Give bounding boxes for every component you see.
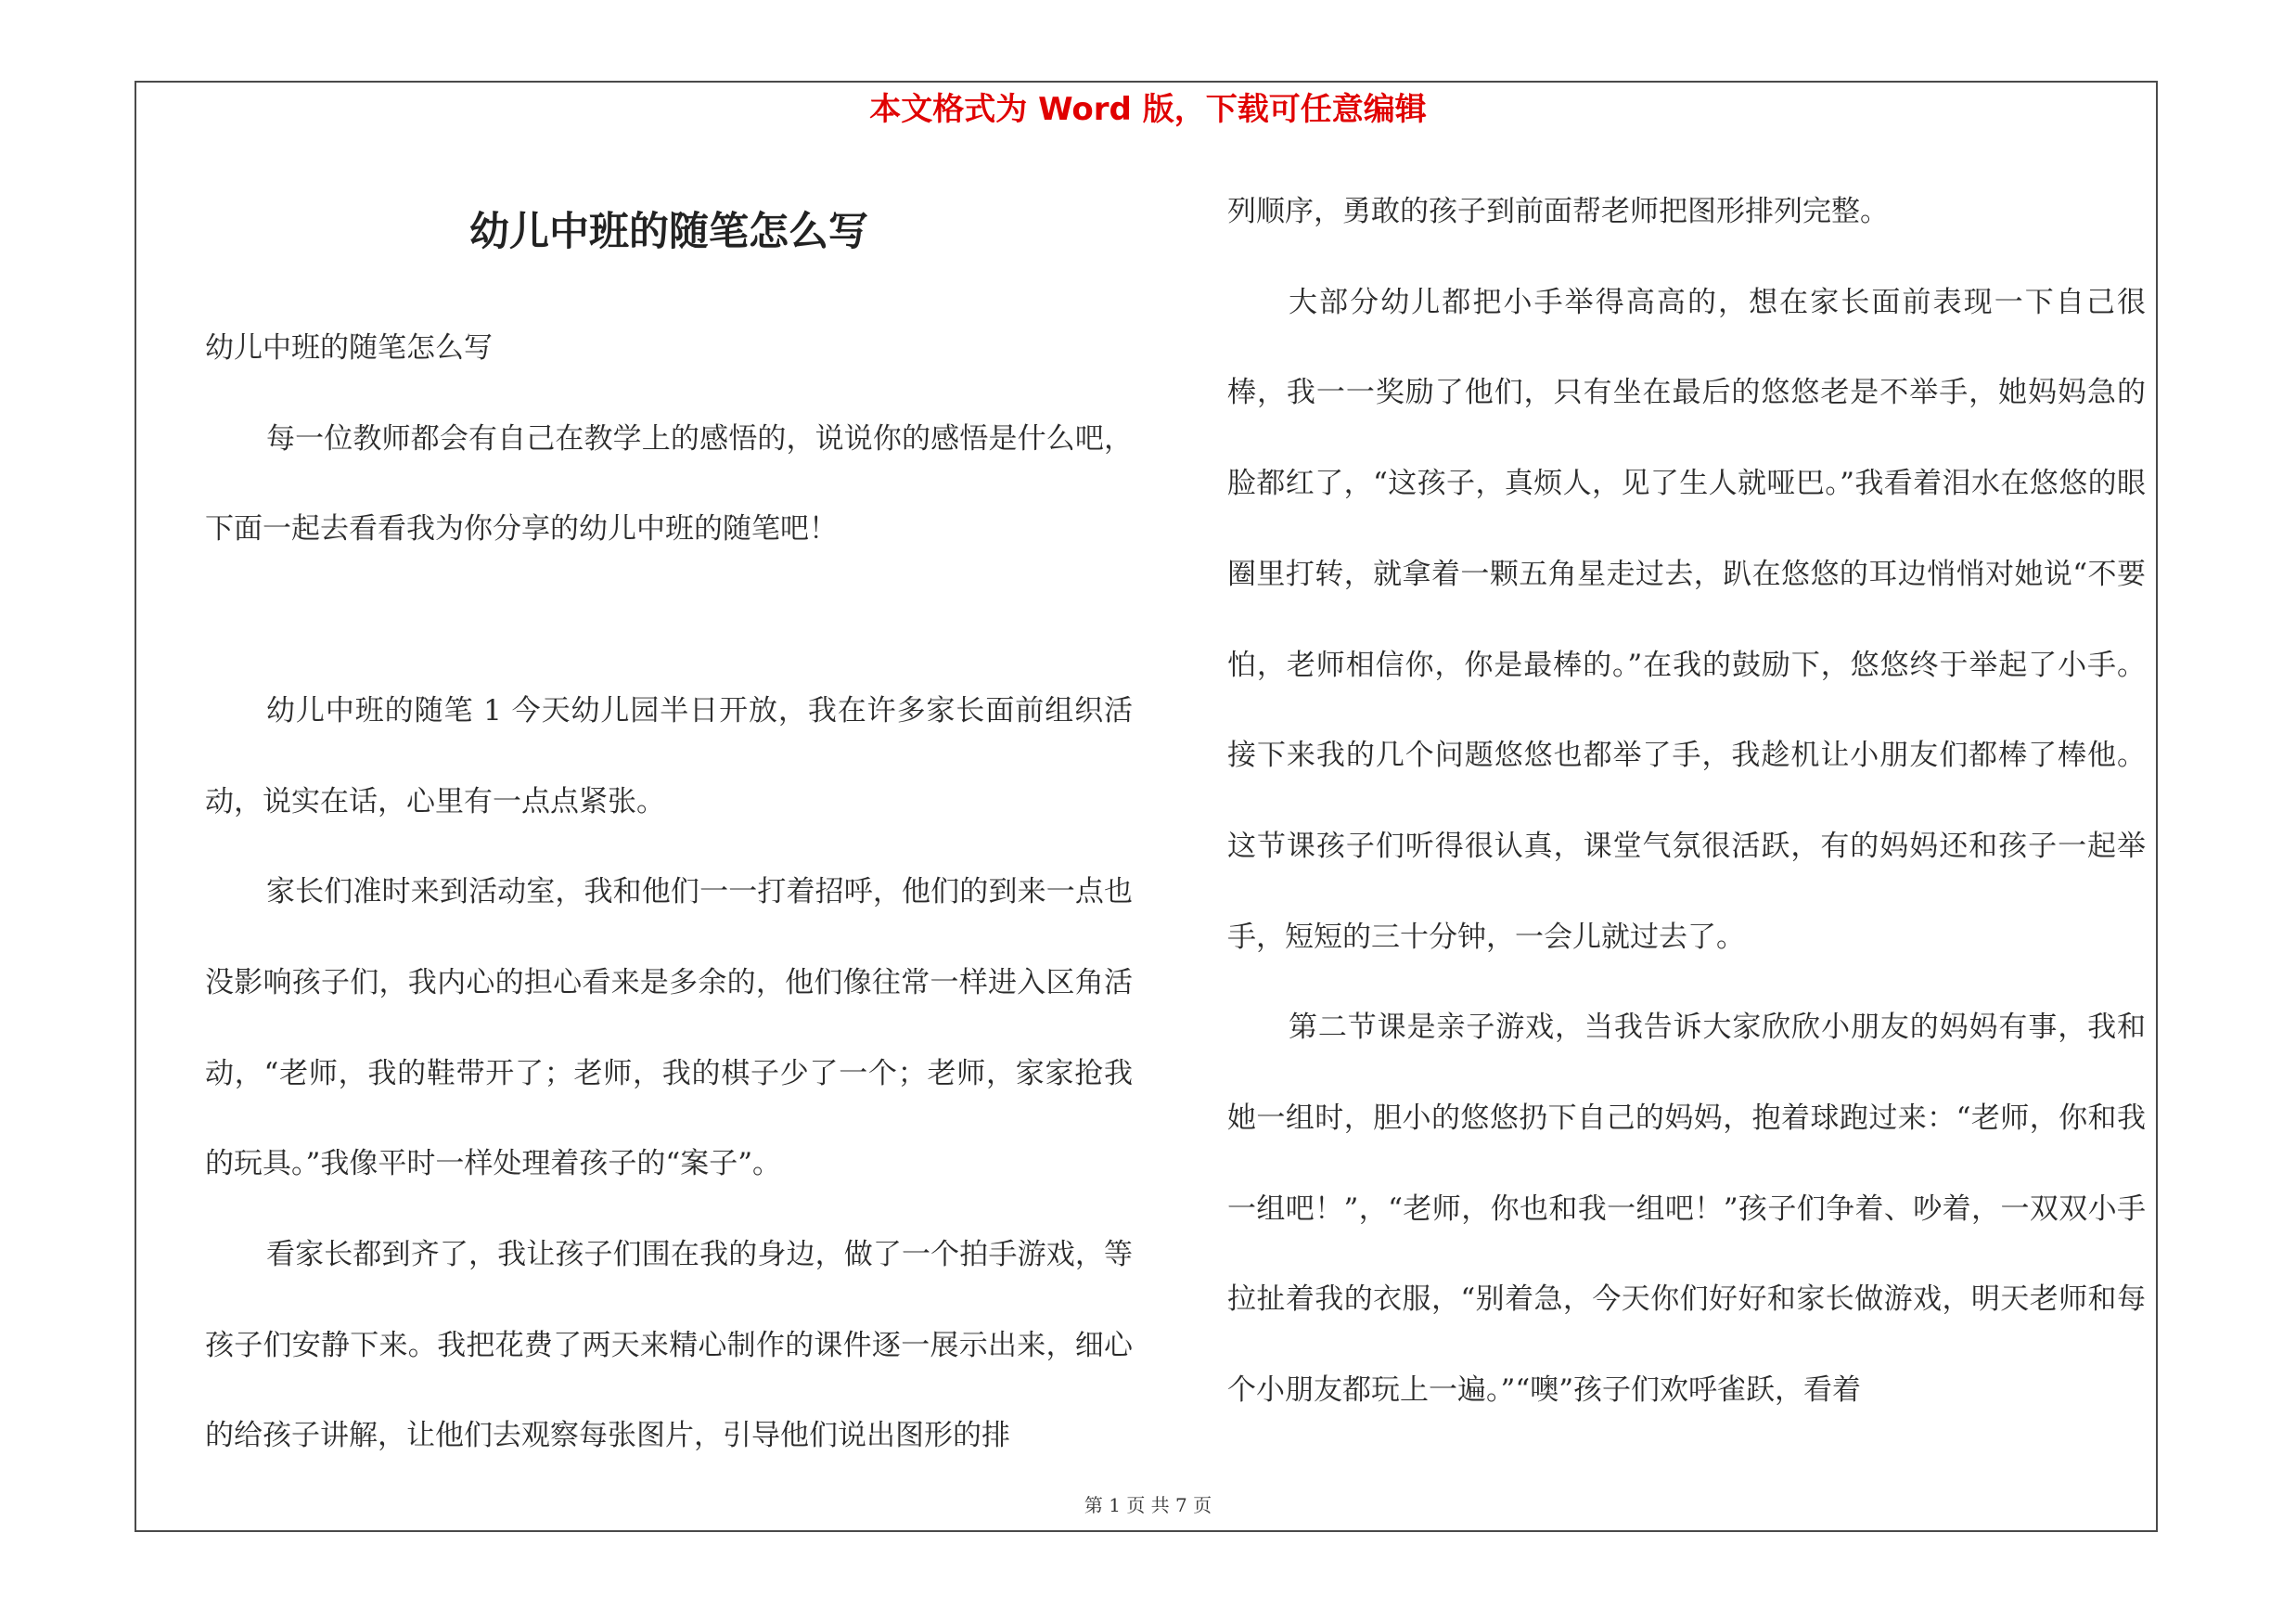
- subtitle: 幼儿中班的随笔怎么写: [205, 331, 493, 365]
- paragraph-3: 看家长都到齐了，我让孩子们围在我的身边，做了一个拍手游戏，等孩子们安静下来。我把花费了两天来精心制作的课件逐一展示出来，细心的给孩子讲解，让他们去观察每张图片，引导他们说出图形的排: [205, 1238, 1133, 1453]
- paragraph-4: 大部分幼儿都把小手举得高高的，想在家长面前表现一下自己很棒，我一一奖励了他们，只有坐在最后的悠悠老是不举手，她妈妈急的脸都红了，“这孩子，真烦人，见了生人就哑巴。”我看着泪水在悠悠的眼圈里打转，就拿着一颗五角星走过去，趴在悠悠的耳边悄悄对她说“不要怕，老师相信你，你是最棒的。”在我的鼓励下，悠悠终于举起了小手。接下来我的几个问题悠悠也都举了手，我趁机让小朋友们都棒了棒他。这节课孩子们听得很认真，课堂气氛很活跃，有的妈妈还和孩子一起举手，短短的三十分钟，一会儿就过去了。: [1227, 285, 2146, 954]
- paragraph-5: 第二节课是亲子游戏，当我告诉大家欣欣小朋友的妈妈有事，我和她一组时，胆小的悠悠扔下自己的妈妈，抱着球跑过来：“老师，你和我一组吧！”，“老师，你也和我一组吧！”孩子们争着、吵着，一双双小手拉扯着我的衣服，“别着急，今天你们好好和家长做游戏，明天老师和每个小朋友都玩上一遍。”“噢”孩子们欢呼雀跃，看着: [1227, 1011, 2146, 1408]
- page-number: 第 1 页 共 7 页: [1084, 1494, 1212, 1516]
- right-column: [1227, 167, 2146, 1436]
- intro-paragraph: 每一位教师都会有自己在教学上的感悟的，说说你的感悟是什么吧，下面一起去看看我为你分享的幼儿中班的随笔吧！: [205, 421, 1133, 547]
- spacer: [205, 575, 1133, 666]
- format-banner: 本文格式为 Word 版，下载可任意编辑: [869, 91, 1427, 128]
- paragraph-1: 幼儿中班的随笔 1 今天幼儿园半日开放，我在许多家长面前组织活动，说实在话，心里有一点点紧张。: [205, 693, 1133, 818]
- paragraph-2: 家长们准时来到活动室，我和他们一一打着招呼，他们的到来一点也没影响孩子们，我内心的担心看来是多余的，他们像往常一样进入区角活动，“老师，我的鞋带开了；老师，我的棋子少了一个；老师，家家抢我的玩具。”我像平时一样处理着孩子的“案子”。: [205, 875, 1133, 1181]
- document-title: 幼儿中班的随笔怎么写: [469, 209, 868, 255]
- paragraph-continued: 列顺序，勇敢的孩子到前面帮老师把图形排列完整。: [1227, 195, 1889, 228]
- left-column: [205, 303, 1133, 1482]
